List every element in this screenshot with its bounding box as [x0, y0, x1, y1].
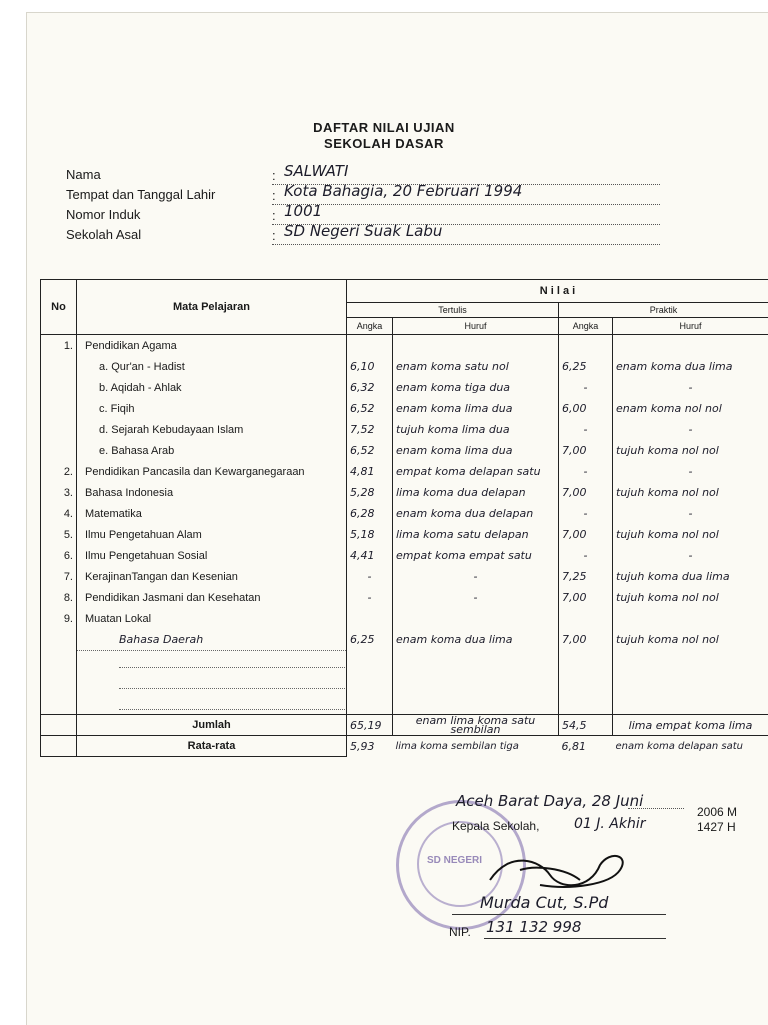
cell-tertulis-huruf [393, 608, 559, 629]
cell-praktik-huruf: - [613, 461, 768, 482]
rata-praktik-huruf: enam koma delapan satu [613, 736, 768, 757]
cell-tertulis-huruf: - [393, 587, 559, 608]
cell-tertulis-huruf: enam koma lima dua [393, 398, 559, 419]
cell-praktik-huruf: - [613, 419, 768, 440]
header-no: No [41, 280, 77, 335]
cell-praktik-angka: 7,00 [559, 482, 613, 503]
cell-praktik-angka: - [559, 419, 613, 440]
cell-praktik-huruf: - [613, 377, 768, 398]
cell-praktik-huruf [613, 608, 768, 629]
rata-rata-label: Rata-rata [77, 736, 347, 757]
cell-no: 6. [41, 545, 77, 566]
jumlah-label: Jumlah [77, 715, 347, 736]
cell-praktik-angka [559, 335, 613, 357]
cell-praktik-huruf: - [613, 545, 768, 566]
signature-line [452, 914, 666, 915]
cell-praktik-huruf: tujuh koma nol nol [613, 629, 768, 651]
cell-praktik-angka: 7,25 [559, 566, 613, 587]
table-row [41, 335, 768, 357]
cell-subject: Ilmu Pengetahuan Alam [77, 524, 347, 545]
year-masehi: 2006 M [697, 805, 737, 819]
cell-praktik-angka: 7,00 [559, 524, 613, 545]
cell-subject: Bahasa Indonesia [77, 482, 347, 503]
document-subtitle: SEKOLAH DASAR [0, 136, 768, 151]
header-praktik: Praktik [559, 303, 768, 318]
cell-no [41, 440, 77, 461]
cell-praktik-huruf: - [613, 503, 768, 524]
field-ttl [272, 186, 660, 205]
cell-no: 9. [41, 608, 77, 629]
cell-tertulis-huruf: - [393, 566, 559, 587]
cell-tertulis-angka: 6,52 [347, 398, 393, 419]
cell-tertulis-angka: 5,18 [347, 524, 393, 545]
cell-tertulis-angka [347, 335, 393, 357]
label-ttl: Tempat dan Tanggal Lahir [66, 187, 215, 202]
cell-praktik-huruf: tujuh koma dua lima [613, 566, 768, 587]
jumlah-tertulis-angka: 65,19 [347, 715, 393, 736]
cell-tertulis-huruf [393, 335, 559, 357]
rata-tertulis-angka: 5,93 [347, 736, 393, 757]
cell-tertulis-huruf: enam koma dua delapan [393, 503, 559, 524]
header-nilai: N i l a i [347, 280, 768, 303]
cell-praktik-angka: - [559, 503, 613, 524]
cell-tertulis-huruf: tujuh koma lima dua [393, 419, 559, 440]
colon: : [272, 228, 276, 243]
table-row-rata-rata [41, 736, 768, 757]
cell-tertulis-huruf: empat koma empat satu [393, 545, 559, 566]
cell-praktik-huruf [613, 335, 768, 357]
table-row [41, 419, 768, 440]
cell-tertulis-huruf: empat koma delapan satu [393, 461, 559, 482]
table-row-jumlah [41, 715, 768, 736]
cell-no: 2. [41, 461, 77, 482]
cell-praktik-huruf: enam koma dua lima [613, 356, 768, 377]
cell-tertulis-angka: 6,28 [347, 503, 393, 524]
table-row [41, 545, 768, 566]
field-sekolah [272, 226, 660, 245]
cell-no: 3. [41, 482, 77, 503]
value-ttl: Kota Bahagia, 20 Februari 1994 [284, 182, 522, 200]
cell-praktik-angka: - [559, 461, 613, 482]
cell-subject: Pendidikan Pancasila dan Kewarganegaraan [77, 461, 347, 482]
cell-praktik-angka: - [559, 377, 613, 398]
cell-subject: e. Bahasa Arab [77, 440, 347, 461]
cell-tertulis-huruf: enam koma dua lima [393, 629, 559, 651]
table-row-mulok [41, 629, 768, 651]
rata-praktik-angka: 6,81 [559, 736, 613, 757]
colon: : [272, 188, 276, 203]
cell-tertulis-angka: 6,32 [347, 377, 393, 398]
cell-no [41, 356, 77, 377]
value-nama: SALWATI [284, 162, 348, 180]
cell-subject: c. Fiqih [77, 398, 347, 419]
cell-praktik-angka: 7,00 [559, 440, 613, 461]
table-row [41, 461, 768, 482]
jumlah-praktik-huruf: lima empat koma lima [613, 715, 768, 736]
cell-praktik-angka: 7,00 [559, 587, 613, 608]
header-angka: Angka [559, 318, 613, 335]
cell-subject: Ilmu Pengetahuan Sosial [77, 545, 347, 566]
cell-tertulis-huruf: enam koma satu nol [393, 356, 559, 377]
stamp-text: SD NEGERI [427, 855, 482, 866]
cell-praktik-angka: 6,25 [559, 356, 613, 377]
cell-praktik-huruf: enam koma nol nol [613, 398, 768, 419]
place-date: Aceh Barat Daya, 28 Juni [456, 792, 643, 810]
cell-tertulis-angka: 6,25 [347, 629, 393, 651]
cell-tertulis-huruf: lima koma dua delapan [393, 482, 559, 503]
table-row [41, 482, 768, 503]
value-induk: 1001 [284, 202, 322, 220]
cell-tertulis-angka: 6,52 [347, 440, 393, 461]
cell-tertulis-huruf: enam koma tiga dua [393, 377, 559, 398]
table-row [41, 440, 768, 461]
table-row-blank [41, 651, 768, 673]
cell-praktik-angka: 6,00 [559, 398, 613, 419]
nip-value: 131 132 998 [486, 918, 581, 936]
cell-praktik-angka: 7,00 [559, 629, 613, 651]
colon: : [272, 208, 276, 223]
cell-subject: a. Qur'an - Hadist [77, 356, 347, 377]
label-induk: Nomor Induk [66, 207, 140, 222]
table-row [41, 398, 768, 419]
cell-no [41, 419, 77, 440]
cell-subject-mulok: Bahasa Daerah [77, 629, 347, 651]
cell-subject: Pendidikan Jasmani dan Kesehatan [77, 587, 347, 608]
cell-subject: b. Aqidah - Ahlak [77, 377, 347, 398]
value-sekolah: SD Negeri Suak Labu [284, 222, 442, 240]
cell-praktik-huruf: tujuh koma nol nol [613, 482, 768, 503]
dotted-line [628, 808, 684, 809]
cell-no [41, 629, 77, 651]
cell-praktik-huruf: tujuh koma nol nol [613, 587, 768, 608]
cell-subject: KerajinanTangan dan Kesenian [77, 566, 347, 587]
table-body [41, 335, 768, 630]
rata-tertulis-huruf: lima koma sembilan tiga [393, 736, 559, 757]
cell-no: 5. [41, 524, 77, 545]
label-sekolah: Sekolah Asal [66, 227, 141, 242]
jumlah-praktik-angka: 54,5 [559, 715, 613, 736]
cell-tertulis-angka: 6,10 [347, 356, 393, 377]
cell-no: 7. [41, 566, 77, 587]
nip-line [484, 938, 666, 939]
table-row [41, 566, 768, 587]
cell-no [41, 398, 77, 419]
table-row [41, 524, 768, 545]
table-row [41, 503, 768, 524]
cell-tertulis-angka: 7,52 [347, 419, 393, 440]
cell-tertulis-huruf: enam koma lima dua [393, 440, 559, 461]
cell-tertulis-huruf: lima koma satu delapan [393, 524, 559, 545]
year-hijriah: 1427 H [697, 820, 736, 834]
cell-praktik-huruf: tujuh koma nol nol [613, 524, 768, 545]
cell-tertulis-angka [347, 608, 393, 629]
table-row [41, 608, 768, 629]
colon: : [272, 168, 276, 183]
cell-praktik-huruf: tujuh koma nol nol [613, 440, 768, 461]
grades-table [40, 279, 768, 757]
cell-praktik-angka: - [559, 545, 613, 566]
header-huruf: Huruf [393, 318, 559, 335]
cell-subject: Muatan Lokal [77, 608, 347, 629]
principal-name: Murda Cut, S.Pd [480, 893, 608, 912]
hijri-date: 01 J. Akhir [574, 816, 646, 832]
cell-praktik-angka [559, 608, 613, 629]
header-tertulis: Tertulis [347, 303, 559, 318]
cell-no: 4. [41, 503, 77, 524]
cell-tertulis-angka: - [347, 566, 393, 587]
kepala-sekolah-label: Kepala Sekolah, [452, 819, 539, 833]
cell-subject: Matematika [77, 503, 347, 524]
cell-tertulis-angka: 4,41 [347, 545, 393, 566]
table-row [41, 377, 768, 398]
cell-no [41, 377, 77, 398]
document-title: DAFTAR NILAI UJIAN [0, 120, 768, 135]
cell-tertulis-angka: 4,81 [347, 461, 393, 482]
header-mata-pelajaran: Mata Pelajaran [77, 280, 347, 335]
cell-subject: Pendidikan Agama [77, 335, 347, 357]
cell-subject: d. Sejarah Kebudayaan Islam [77, 419, 347, 440]
cell-no: 1. [41, 335, 77, 357]
table-row [41, 587, 768, 608]
header-angka: Angka [347, 318, 393, 335]
table-row [41, 356, 768, 377]
signature-scribble [480, 840, 640, 900]
table-row-blank [41, 693, 768, 715]
cell-no: 8. [41, 587, 77, 608]
nip-label: NIP. [449, 925, 471, 939]
header-huruf: Huruf [613, 318, 768, 335]
label-nama: Nama [66, 167, 101, 182]
jumlah-tertulis-huruf: enam lima koma satu sembilan [393, 715, 559, 736]
table-header-row [41, 280, 768, 303]
cell-tertulis-angka: - [347, 587, 393, 608]
table-row-blank [41, 672, 768, 693]
cell-tertulis-angka: 5,28 [347, 482, 393, 503]
